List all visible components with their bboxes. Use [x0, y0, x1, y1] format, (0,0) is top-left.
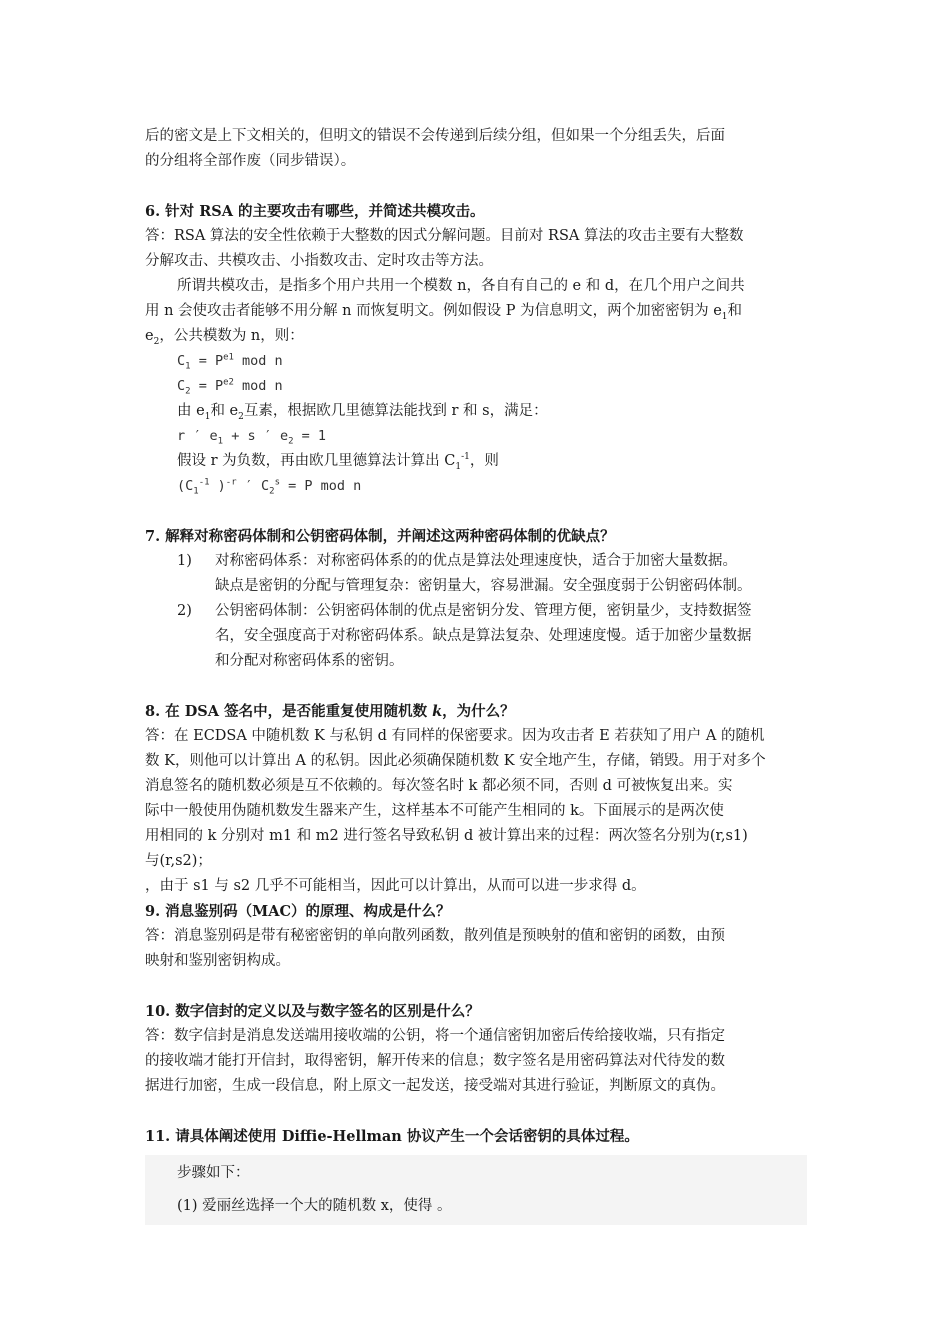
question-6-title: 6. 针对 RSA 的主要攻击有哪些，并简述共模攻击。 [145, 203, 485, 220]
question-8-title: 8. 在 DSA 签名中，是否能重复使用随机数 k，为什么？ [145, 703, 515, 720]
q6-answer-line-1: 答：RSA 算法的安全性依赖于大整数的因式分解问题。目前对 RSA 算法的攻击主要有大整数 [145, 228, 744, 244]
question-10-title: 10. 数字信封的定义以及与数字签名的区别是什么？ [145, 1003, 480, 1020]
q10-answer-line-3: 据进行加密，生成一段信息，附上原文一起发送，接受端对其进行验证，判断原文的真伪。 [145, 1078, 725, 1094]
question-9-title: 9. 消息鉴别码（MAC）的原理、构成是什么？ [145, 903, 451, 920]
q8-answer-line-7: ，由于 s1 与 s2 几乎不可能相当，因此可以计算出，从而可以进一步求得 d。 [145, 878, 646, 894]
q6-answer-line-2: 分解攻击、共模攻击、小指数攻击、定时攻击等方法。 [145, 253, 493, 269]
formula-coprime-text: 由 $e_1$和 $e_2$互素，根据欧几里德算法能找到 r 和 s，满足： [177, 403, 548, 422]
q8-answer-line-6: 与(r,s2)； [145, 853, 212, 869]
q8-answer-line-5: 用相同的 k 分别对 m1 和 m2 进行签名导致私钥 d 被计算出来的过程：两次签名分别为(r,s1) [145, 828, 748, 844]
question-11-title: 11. 请具体阐述使用 Diffie-Hellman 协议产生一个会话密钥的具体过程。 [145, 1128, 639, 1145]
q8-answer-line-2: 数 K，则他可以计算出 A 的私钥。因此必须确保随机数 K 安全地产生，存储，销毁。用于对多个 [145, 753, 766, 769]
q7-item-2-number: 2) [177, 603, 192, 619]
q8-answer-line-4: 际中一般使用伪随机数发生器来产生，这样基本不可能产生相同的 k。下面展示的是两次使 [145, 803, 724, 819]
q9-answer-line-2: 映射和鉴别密钥构成。 [145, 953, 290, 969]
q7-item-1-text: 对称密码体系：对称密码体系的的优点是算法处理速度快，适合于加密大量数据。 缺点是密钥的分配与管理复杂：密钥量大，容易泄漏。安全强度弱于公钥密码体制。 [215, 553, 752, 594]
q7-list-item-1 [145, 549, 807, 599]
q7-item-2-text: 公钥密码体制：公钥密码体制的优点是密钥分发、管理方便，密钥量少，支持数据签 名，安全强度高于对称密码体系。缺点是算法复杂、处理速度慢。适于加密少量数据 和分配对称密码体系的密钥。 [215, 603, 752, 669]
intro-line-1: 后的密文是上下文相关的，但明文的错误不会传递到后续分组，但如果一个分组丢失，后面 [145, 128, 725, 144]
formula-euclid: r ′ $e_1 + s$ ′ $e_2 = 1$ [177, 428, 327, 447]
q6-para-line-3: $e_2$，公共模数为 n，则： [145, 328, 304, 347]
formula-c2: $C_2 = P^{e2}$ mod n [177, 377, 283, 397]
document-body [145, 124, 807, 1225]
q6-para-line-2: 用 n 会使攻击者能够不用分解 n 而恢复明文。例如假设 P 为信息明文，两个加密密钥为 $e_1$和 [145, 303, 743, 322]
q9-answer-line-1: 答：消息鉴别码是带有秘密密钥的单向散列函数，散列值是预映射的值和密钥的函数，由预 [145, 928, 725, 944]
q11-step-1: (1) 爱丽丝选择一个大的随机数 x，使得 。 [177, 1198, 452, 1214]
q7-list-item-2 [145, 599, 807, 674]
intro-line-2: 的分组将全部作废（同步错误）。 [145, 153, 356, 169]
q7-item-1-number: 1) [177, 553, 192, 569]
question-7-title: 7. 解释对称密码体制和公钥密码体制，并阐述这两种密码体制的优缺点？ [145, 528, 615, 545]
formula-negative-r-text: 假设 r 为负数，再由欧几里德算法计算出 $C_1^{-1}$，则 [177, 452, 499, 472]
q6-para-line-1: 所谓共模攻击，是指多个用户共用一个模数 n，各自有自己的 e 和 d，在几个用户之间共 [177, 278, 745, 294]
q10-answer-line-1: 答：数字信封是消息发送端用接收端的公钥，将一个通信密钥加密后传给接收端，只有指定 [145, 1028, 725, 1044]
q10-answer-line-2: 的接收端才能打开信封，取得密钥，解开传来的信息；数字签名是用密码算法对代待发的数 [145, 1053, 725, 1069]
q11-steps-box [145, 1155, 807, 1225]
formula-c1: $C_1 = P^{e1}$ mod n [177, 352, 283, 372]
q11-steps-label: 步骤如下： [177, 1165, 250, 1181]
q8-answer-line-1: 答：在 ECDSA 中随机数 K 与私钥 d 有同样的保密要求。因为攻击者 E 若获知了用户 A 的随机 [145, 728, 765, 744]
q8-answer-line-3: 消息签名的随机数必须是互不依赖的。每次签名时 k 都必须不同，否则 d 可被恢复出来。实 [145, 778, 733, 794]
formula-recover-p: ($C_1^{-1}$ )$^{-r}$ ′ $C_2^s = P$ mod n [177, 477, 362, 497]
